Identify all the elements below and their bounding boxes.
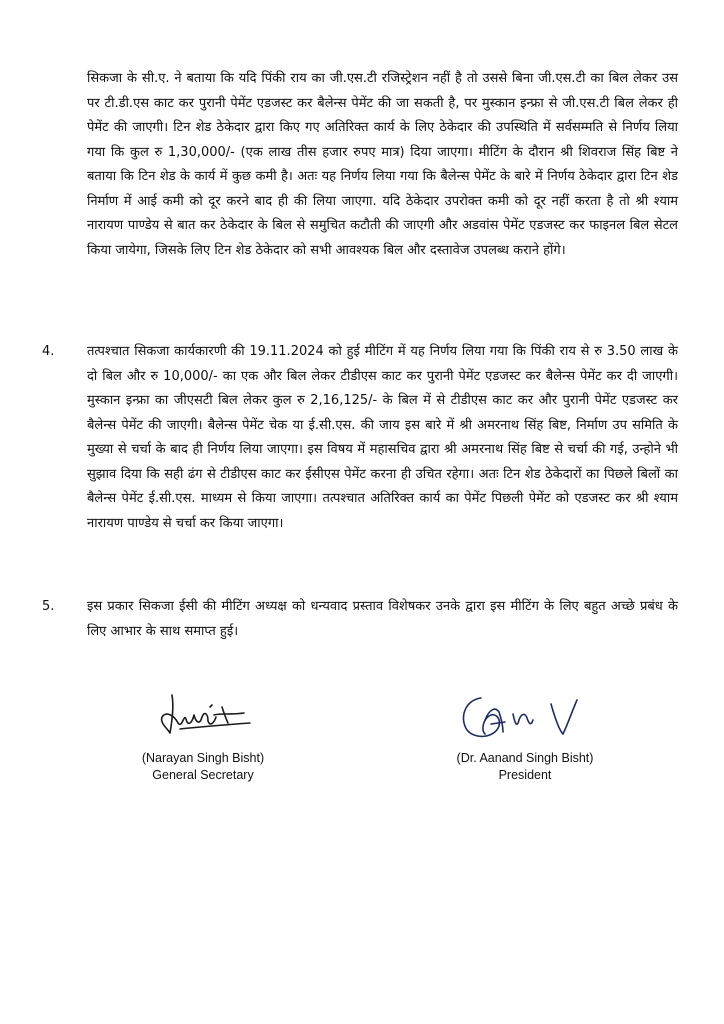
general-secretary-signature	[152, 683, 262, 743]
item-number: 5.	[42, 599, 55, 614]
signatory-name: (Dr. Aanand Singh Bisht)	[456, 751, 594, 765]
signatory-name: (Narayan Singh Bisht)	[141, 751, 265, 765]
item-text: इस प्रकार सिकजा ईसी की मीटिंग अध्यक्ष को धन्यवाद प्रस्ताव विशेषकर उनके द्वारा इस मीटिंग के लिए बहुत अच्छे प्रबंध के लिए आभार के साथ समाप्त हुई।	[87, 599, 678, 639]
signatory-title: General Secretary	[152, 768, 254, 782]
item-text: तत्पश्चात सिकजा कार्यकारणी की 19.11.2024 को हुई मीटिंग में यह निर्णय लिया गया कि पिंकी राय से रु 3.50 लाख के दो बिल और रु 10,000/- का एक और बिल लेकर टीडीएस काट कर पुरानी पेमेंट एडजस्ट कर बैलेन्स पेमेंट कर दी जाएगी। मुस्कान इन्फ्रा का जीएसटी बिल लेकर कुल रु 2,16,125/- के बिल में से टीडीएस काट कर और पुरानी पेमेंट एडजस्ट कर बैलेन्स पेमेंट की जाएगी। बैलेन्स पेमेंट चेक या ई.सी.एस. की जाय इस बारे में श्री अमरनाथ सिंह बिष्ट, निर्माण उप समिति के मुख्या से चर्चा के बाद ही निर्णय लिया जाएगा। इस विषय में महासचिव द्वारा श्री अमरनाथ सिंह बिष्ट से चर्चा की गई, उन्होने भी सुझाव दिया कि सही ढंग से टीडीएस काट कर ईसीएस पेमेंट करना ही उचित रहेगा। अतः टिन शेड ठेकेदारों का पिछले बिलों का बैलेन्स पेमेंट ई.सी.एस. माध्यम से किया जाएगा। तत्पश्चात अतिरिक्त कार्य का पेमेंट पिछली पेमेंट को एडजस्ट कर श्री श्याम नारायण पाण्डेय से चर्चा कर किया जाएगा।	[87, 344, 678, 531]
item-number: 4.	[42, 344, 55, 359]
signatory-title: President	[498, 768, 552, 782]
signature-block-president	[425, 750, 625, 784]
signature-block-general-secretary	[108, 750, 298, 784]
president-signature	[455, 690, 585, 745]
list-item-4	[42, 340, 678, 536]
list-item-5	[42, 595, 678, 644]
continuation-paragraph: सिकजा के सी.ए. ने बताया कि यदि पिंकी राय का जी.एस.टी रजिस्ट्रेशन नहीं है तो उससे बिना जी.एस.टी का बिल लेकर उस पर टी.डी.एस काट कर पुरानी पेमेंट एडजस्ट कर बैलेन्स पेमेंट की जा सकती है, पर मुस्कान इन्फ्रा से जी.एस.टी बिल लेकर ही पेमेंट की जाएगी। टिन शेड ठेकेदार द्वारा किए गए अतिरिक्त कार्य के लिए ठेकेदार की उपस्थिति में सर्वसम्मति से निर्णय लिया गया कि कुल रु 1,30,000/- (एक लाख तीस हजार रुपए मात्र) दिया जाएगा। मीटिंग के दौरान श्री शिवराज सिंह बिष्ट ने बताया कि टिन शेड के कार्य में कुछ कमी है। अतः यह निर्णय लिया गया कि बैलेन्स पेमेंट के बारे में निर्णय ठेकेदार द्वारा टिन शेड निर्माण में आई कमी को दूर करने बाद ही की लिया जाएगा. यदि ठेकेदार उपरोक्त कमी को दूर नहीं करता है तो श्री श्याम नारायण पाण्डेय से बात कर ठेकेदार के बिल से समुचित कटौती की जाएगी और अडवांस पेमेंट एडजस्ट कर फाइनल बिल सेटल किया जायेगा, जिसके लिए टिन शेड ठेकेदार को सभी आवश्यक बिल और दस्तावेज उपलब्ध कराने होंगे।	[87, 71, 678, 258]
